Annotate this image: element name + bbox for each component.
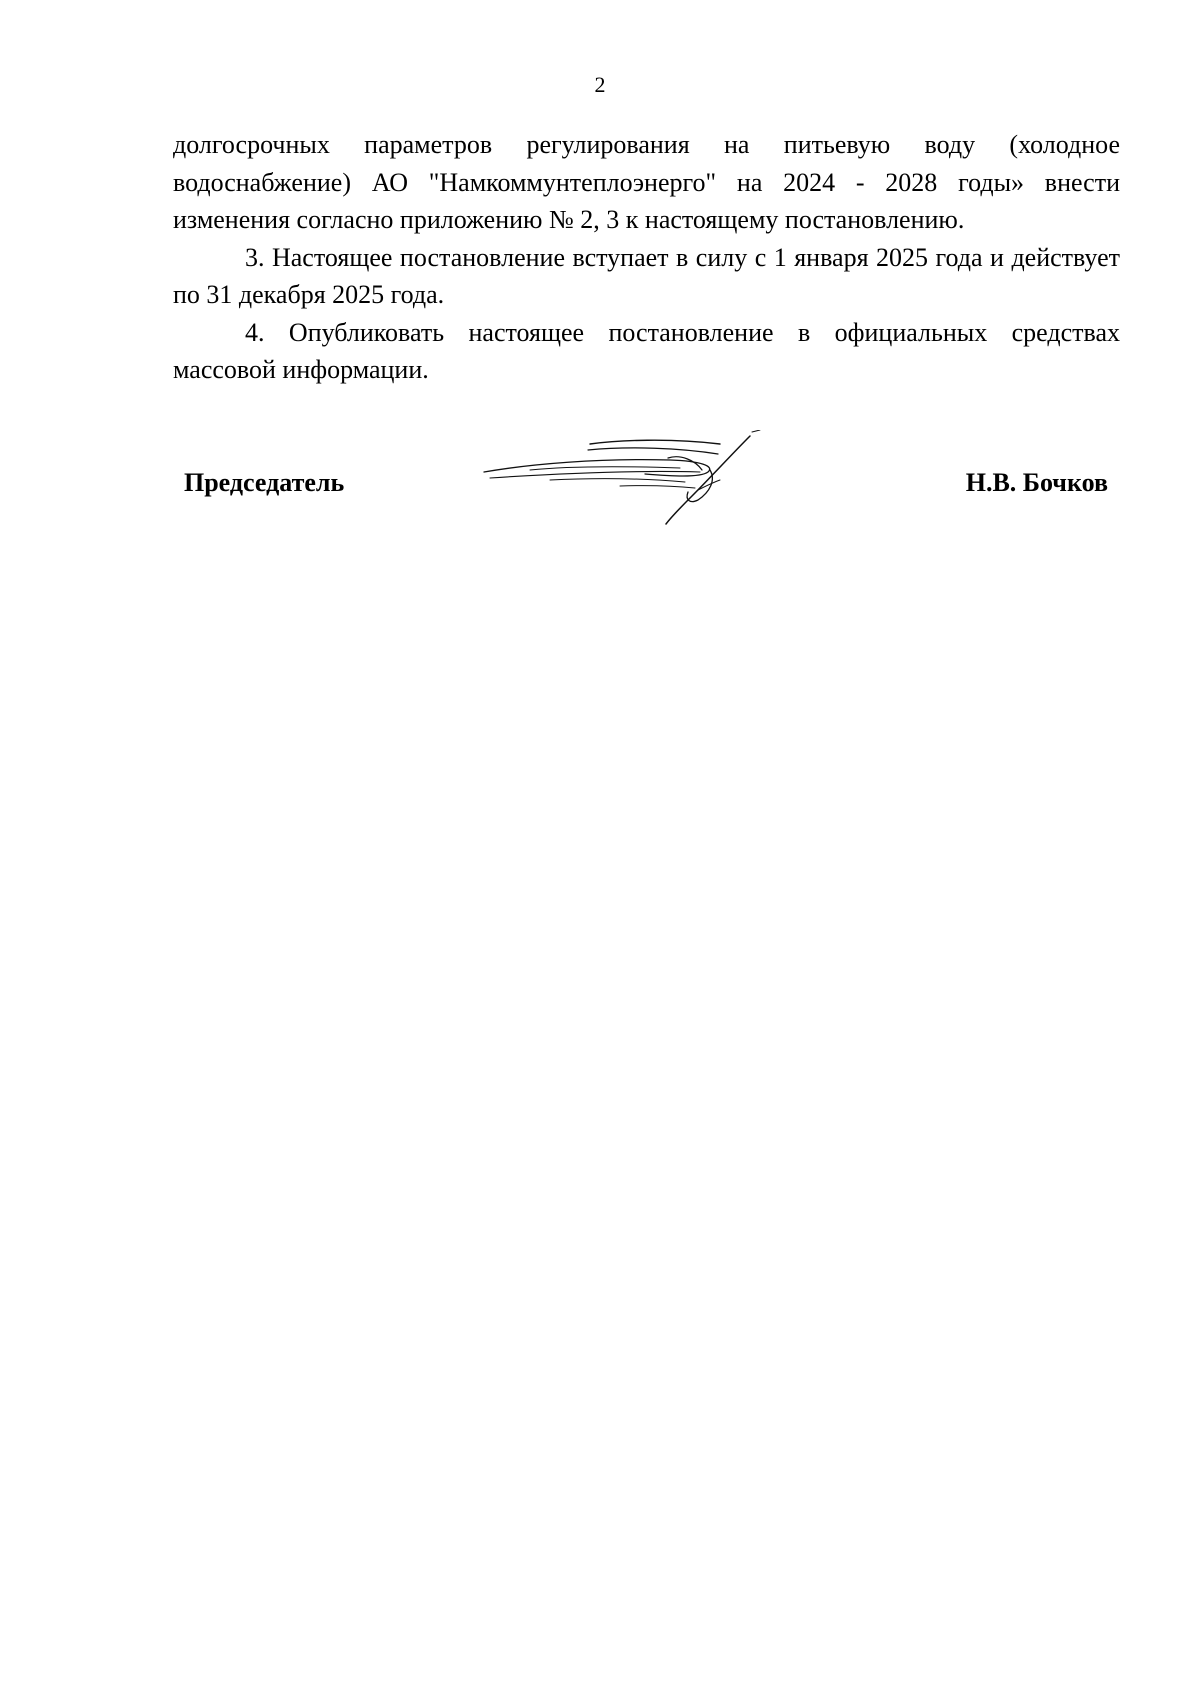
- signatory-name: Н.В. Бочков: [965, 468, 1108, 497]
- page-number: 2: [594, 72, 606, 97]
- handwritten-signature: [470, 430, 790, 530]
- document-body: [173, 126, 1120, 389]
- paragraph-item-4: 4. Опубликовать настоящее постановление в официальных средствах массовой информации.: [173, 317, 1120, 384]
- paragraph-item-3: 3. Настоящее постановление вступает в силу с 1 января 2025 года и действует по 31 декабря 2025 года.: [173, 242, 1120, 309]
- paragraph-continuation: долгосрочных параметров регулирования на питьевую воду (холодное водоснабжение) АО "Намкоммунтеплоэнерго" на 2024 - 2028 годы» внести изменения согласно приложению № 2, 3 к настоящему постановлению.: [173, 130, 1120, 234]
- signatory-title: Председатель: [184, 468, 345, 497]
- signature-block: [0, 430, 1200, 540]
